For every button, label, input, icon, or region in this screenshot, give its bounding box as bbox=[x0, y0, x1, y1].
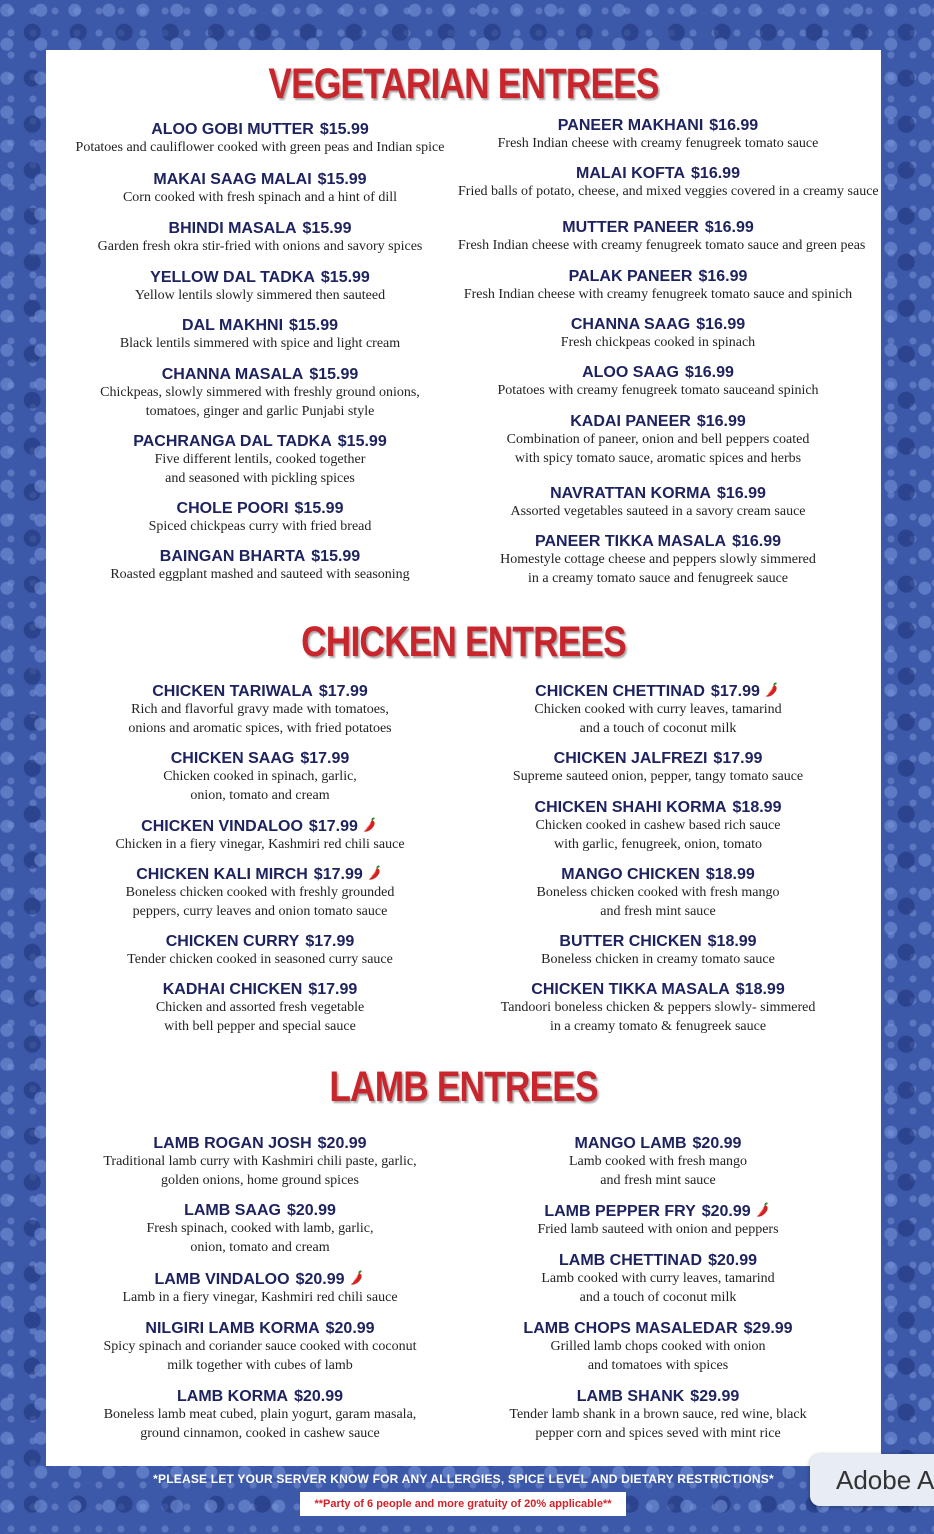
menu-item-title bbox=[60, 682, 460, 701]
section-title-vegetarian: VEGETARIAN ENTREES bbox=[268, 60, 659, 108]
menu-item bbox=[458, 749, 858, 787]
menu-item bbox=[60, 864, 460, 921]
menu-item-price: $20.99 bbox=[295, 1271, 345, 1288]
menu-item bbox=[60, 547, 460, 585]
menu-item-description: Fresh Indian cheese with creamy fenugreek tomato sauce and green peas bbox=[458, 238, 866, 253]
menu-item-name: BUTTER CHICKEN bbox=[559, 933, 702, 950]
menu-item-title bbox=[60, 1269, 460, 1289]
menu-item-title bbox=[458, 1387, 858, 1406]
menu-item bbox=[458, 412, 858, 468]
menu-item-name: CHICKEN JALFREZI bbox=[553, 750, 708, 767]
menu-item-price: $15.99 bbox=[311, 548, 361, 565]
menu-item-description: in a creamy tomato & fenugreek sauce bbox=[549, 1018, 767, 1034]
menu-item-name: CHICKEN CHETTINAD bbox=[535, 683, 705, 700]
menu-item bbox=[60, 120, 460, 158]
menu-item bbox=[458, 363, 858, 401]
menu-item-price: $20.99 bbox=[317, 1135, 367, 1152]
menu-item bbox=[60, 499, 460, 537]
menu-item-title bbox=[458, 412, 858, 431]
menu-item bbox=[458, 532, 858, 588]
menu-item-price: $17.99 bbox=[308, 818, 358, 835]
menu-item-description: golden onions, home ground spices bbox=[161, 1172, 359, 1188]
menu-item-name: MANGO LAMB bbox=[574, 1135, 687, 1152]
chili-pepper-icon bbox=[348, 1269, 366, 1287]
menu-item-title bbox=[458, 1251, 858, 1270]
menu-item-price: $17.99 bbox=[308, 981, 358, 998]
menu-item-title bbox=[458, 1201, 858, 1221]
menu-item-description: Spiced chickpeas curry with fried bread bbox=[148, 519, 372, 534]
menu-item bbox=[60, 268, 460, 306]
menu-item-description: Fresh chickpeas cooked in spinach bbox=[560, 335, 756, 350]
menu-item-description: with spicy tomato sauce, aromatic spices and herbs bbox=[514, 450, 802, 466]
menu-item bbox=[60, 219, 460, 257]
menu-item-price: $20.99 bbox=[294, 1388, 344, 1405]
menu-item-title bbox=[458, 484, 858, 503]
menu-item-description: and a touch of coconut milk bbox=[579, 720, 737, 736]
menu-item-title bbox=[458, 1134, 858, 1153]
menu-item-description: onions and aromatic spices, with fried potatoes bbox=[128, 720, 392, 736]
menu-item-description: Assorted vegetables sauteed in a savory cream sauce bbox=[510, 504, 806, 519]
menu-item-description: peppers, curry leaves and onion tomato sauce bbox=[132, 903, 388, 919]
menu-item-title bbox=[458, 532, 858, 551]
menu-item-description: Black lentils simmered with spice and light cream bbox=[119, 336, 401, 351]
menu-item-description: Lamb in a fiery vinegar, Kashmiri red chili sauce bbox=[122, 1290, 398, 1305]
menu-item-price: $16.99 bbox=[684, 364, 734, 381]
menu-item-price: $16.99 bbox=[691, 165, 740, 182]
adobe-button[interactable]: Adobe A bbox=[810, 1454, 934, 1506]
menu-item bbox=[458, 267, 858, 305]
menu-item-description: Boneless chicken cooked with fresh mango bbox=[536, 885, 780, 900]
menu-page bbox=[46, 50, 881, 1466]
menu-item-name: LAMB CHETTINAD bbox=[558, 1252, 703, 1269]
menu-item-description: Tandoori boneless chicken & peppers slowly- simmered bbox=[500, 1000, 816, 1015]
menu-item-title bbox=[60, 547, 460, 566]
menu-item-title bbox=[60, 1319, 460, 1338]
menu-item-description: with bell pepper and special sauce bbox=[164, 1018, 356, 1034]
menu-item-title bbox=[60, 268, 460, 287]
menu-item bbox=[60, 316, 460, 354]
menu-item-title bbox=[458, 865, 858, 884]
menu-item-description: Lamb cooked with curry leaves, tamarind bbox=[541, 1271, 775, 1286]
menu-item-price: $16.99 bbox=[698, 268, 748, 285]
menu-item-price: $17.99 bbox=[305, 933, 355, 950]
menu-item-price: $20.99 bbox=[708, 1252, 758, 1269]
menu-item-description: Boneless chicken cooked with freshly grounded bbox=[125, 885, 395, 900]
menu-item-name: PANEER MAKHANI bbox=[557, 117, 704, 134]
menu-item bbox=[458, 1387, 858, 1443]
menu-item-price: $16.99 bbox=[709, 117, 759, 134]
menu-item-description: Chickpeas, slowly simmered with freshly ground onions, bbox=[100, 385, 420, 400]
menu-item bbox=[458, 798, 858, 854]
menu-item-price: $16.99 bbox=[696, 316, 746, 333]
menu-item-description: Boneless lamb meat cubed, plain yogurt, garam masala, bbox=[103, 1407, 417, 1422]
menu-item bbox=[60, 932, 460, 970]
menu-item bbox=[458, 315, 858, 353]
menu-item-name: CHICKEN TARIWALA bbox=[152, 683, 313, 700]
menu-item-title bbox=[60, 980, 460, 999]
menu-item bbox=[458, 1319, 858, 1375]
menu-item-title bbox=[60, 432, 460, 451]
menu-item-name: NAVRATTAN KORMA bbox=[550, 485, 711, 502]
menu-item-title bbox=[458, 681, 858, 701]
menu-item bbox=[458, 1251, 858, 1307]
menu-item-name: DAL MAKHNI bbox=[182, 317, 284, 334]
gratuity-note: **Party of 6 people and more gratuity of 20% applicable** bbox=[300, 1492, 626, 1516]
menu-item-description: and fresh mint sauce bbox=[600, 1172, 716, 1188]
menu-item bbox=[60, 170, 460, 208]
menu-item-description: onion, tomato and cream bbox=[190, 1239, 330, 1255]
menu-item-title bbox=[458, 798, 858, 817]
chili-pepper-icon bbox=[763, 681, 781, 699]
menu-item-price: $29.99 bbox=[690, 1388, 740, 1405]
menu-item-description: Chicken in a fiery vinegar, Kashmiri red chili sauce bbox=[115, 837, 405, 852]
menu-item bbox=[458, 865, 858, 921]
menu-item-price: $16.99 bbox=[732, 533, 782, 550]
menu-item bbox=[60, 980, 460, 1036]
menu-item bbox=[458, 484, 858, 522]
menu-item-title bbox=[60, 816, 460, 836]
menu-item-name: LAMB PEPPER FRY bbox=[544, 1203, 696, 1220]
menu-item-title bbox=[60, 932, 460, 951]
menu-item-price: $20.99 bbox=[286, 1202, 336, 1219]
menu-item-name: LAMB SAAG bbox=[184, 1202, 281, 1219]
menu-item-name: PACHRANGA DAL TADKA bbox=[133, 433, 332, 450]
menu-item-name: LAMB SHANK bbox=[576, 1388, 685, 1405]
menu-item-name: LAMB KORMA bbox=[176, 1388, 289, 1405]
chili-pepper-icon bbox=[361, 816, 379, 834]
menu-item-name: PALAK PANEER bbox=[568, 268, 693, 285]
menu-item-title bbox=[458, 363, 858, 382]
menu-item-description: Fresh spinach, cooked with lamb, garlic, bbox=[146, 1221, 374, 1236]
menu-item-description: milk together with cubes of lamb bbox=[167, 1357, 353, 1373]
menu-item-price: $15.99 bbox=[317, 171, 367, 188]
menu-item-description: Supreme sauteed onion, pepper, tangy tomato sauce bbox=[512, 769, 804, 784]
menu-item-title bbox=[458, 315, 858, 334]
menu-item-title bbox=[458, 116, 858, 135]
menu-item bbox=[60, 1269, 460, 1308]
menu-item-name: CHICKEN SAAG bbox=[170, 750, 295, 767]
menu-item-title bbox=[60, 1201, 460, 1220]
menu-item bbox=[60, 1387, 460, 1443]
menu-item-description: Garden fresh okra stir-fried with onions and savory spices bbox=[97, 239, 423, 254]
menu-item-title bbox=[60, 365, 460, 384]
menu-item bbox=[458, 1201, 858, 1240]
menu-item-description: Potatoes and cauliflower cooked with green peas and Indian spice bbox=[75, 140, 445, 155]
menu-item-name: CHANNA SAAG bbox=[570, 316, 691, 333]
menu-item-name: CHICKEN CURRY bbox=[165, 933, 300, 950]
menu-item-description: Boneless chicken in creamy tomato sauce bbox=[541, 952, 775, 967]
menu-item-description: Fried balls of potato, cheese, and mixed veggies covered in a creamy sauce bbox=[458, 184, 879, 199]
section-title-lamb: LAMB ENTREES bbox=[329, 1063, 598, 1111]
menu-item-description: Grilled lamb chops cooked with onion bbox=[550, 1339, 766, 1354]
menu-item-title bbox=[60, 170, 460, 189]
menu-item-name: LAMB CHOPS MASALEDAR bbox=[523, 1320, 738, 1337]
menu-item-price: $16.99 bbox=[696, 413, 746, 430]
menu-item-description: Rich and flavorful gravy made with tomatoes, bbox=[131, 702, 389, 717]
menu-item-description: and seasoned with pickling spices bbox=[165, 470, 355, 486]
menu-item-price: $15.99 bbox=[337, 433, 387, 450]
menu-item-description: with garlic, fenugreek, onion, tomato bbox=[554, 836, 762, 852]
menu-item-price: $18.99 bbox=[735, 981, 785, 998]
menu-item-price: $18.99 bbox=[707, 933, 757, 950]
menu-item-title bbox=[60, 1387, 460, 1406]
menu-item-title bbox=[60, 316, 460, 335]
menu-item-price: $29.99 bbox=[743, 1320, 793, 1337]
menu-item bbox=[458, 164, 879, 202]
menu-item-name: CHICKEN VINDALOO bbox=[141, 818, 303, 835]
menu-item-name: YELLOW DAL TADKA bbox=[150, 269, 315, 286]
menu-item-price: $17.99 bbox=[710, 683, 760, 700]
menu-item-price: $15.99 bbox=[319, 121, 369, 138]
menu-item-description: and a touch of coconut milk bbox=[579, 1289, 737, 1305]
menu-item bbox=[60, 365, 460, 421]
menu-item-title bbox=[60, 1134, 460, 1153]
menu-item-description: pepper corn and spices seved with mint rice bbox=[535, 1425, 781, 1441]
allergy-note: *PLEASE LET YOUR SERVER KNOW FOR ANY ALLERGIES, SPICE LEVEL AND DIETARY RESTRICTIONS* bbox=[153, 1472, 774, 1486]
menu-item-description: Chicken cooked with curry leaves, tamarind bbox=[534, 702, 782, 717]
menu-item-description: Homestyle cottage cheese and peppers slowly simmered bbox=[500, 552, 816, 567]
menu-item-name: CHICKEN KALI MIRCH bbox=[136, 866, 308, 883]
menu-item-price: $20.99 bbox=[692, 1135, 742, 1152]
menu-item-description: Yellow lentils slowly simmered then sauteed bbox=[134, 288, 386, 303]
menu-item-title bbox=[458, 267, 858, 286]
menu-item-price: $20.99 bbox=[325, 1320, 375, 1337]
menu-item-description: Lamb cooked with fresh mango bbox=[568, 1154, 748, 1169]
menu-item-description: Five different lentils, cooked together bbox=[154, 452, 366, 467]
section-title-chicken: CHICKEN ENTREES bbox=[301, 618, 626, 666]
chili-pepper-icon bbox=[366, 864, 384, 882]
menu-item-title bbox=[458, 1319, 858, 1338]
menu-item-price: $20.99 bbox=[701, 1203, 751, 1220]
menu-item-price: $15.99 bbox=[320, 269, 370, 286]
menu-item-description: ground cinnamon, cooked in cashew sauce bbox=[140, 1425, 380, 1441]
menu-item bbox=[458, 980, 858, 1036]
menu-item-price: $15.99 bbox=[302, 220, 352, 237]
menu-item bbox=[458, 681, 858, 738]
menu-item-title bbox=[458, 164, 858, 183]
menu-item-price: $17.99 bbox=[318, 683, 368, 700]
menu-item-name: BAINGAN BHARTA bbox=[159, 548, 306, 565]
menu-item bbox=[60, 749, 460, 805]
menu-item-price: $18.99 bbox=[705, 866, 755, 883]
menu-item-title bbox=[458, 980, 858, 999]
menu-item-description: in a creamy tomato sauce and fenugreek sauce bbox=[527, 570, 789, 586]
menu-item-title bbox=[60, 864, 460, 884]
menu-item-name: MALAI KOFTA bbox=[576, 165, 686, 182]
menu-item-description: Roasted eggplant mashed and sauteed with seasoning bbox=[110, 567, 410, 582]
menu-item-price: $17.99 bbox=[300, 750, 350, 767]
menu-item-description: Combination of paneer, onion and bell peppers coated bbox=[506, 432, 810, 447]
menu-item-name: CHICKEN TIKKA MASALA bbox=[531, 981, 730, 998]
menu-item bbox=[458, 1134, 858, 1190]
menu-item-description: Corn cooked with fresh spinach and a hint of dill bbox=[122, 190, 398, 205]
menu-item-description: Chicken cooked in cashew based rich sauce bbox=[535, 818, 781, 833]
menu-item-name: KADAI PANEER bbox=[570, 413, 691, 430]
menu-item bbox=[60, 432, 460, 488]
menu-item-name: PANEER TIKKA MASALA bbox=[534, 533, 727, 550]
menu-item-title bbox=[60, 749, 460, 768]
menu-item-description: Potatoes with creamy fenugreek tomato sauceand spinich bbox=[497, 383, 819, 398]
menu-item-name: BHINDI MASALA bbox=[168, 220, 297, 237]
menu-item-price: $17.99 bbox=[713, 750, 763, 767]
menu-item-title bbox=[60, 499, 460, 518]
menu-item bbox=[60, 816, 460, 855]
menu-item-description: Traditional lamb curry with Kashmiri chili paste, garlic, bbox=[103, 1154, 417, 1169]
menu-item-name: CHANNA MASALA bbox=[161, 366, 304, 383]
menu-item-title bbox=[458, 218, 858, 237]
menu-item-name: MUTTER PANEER bbox=[562, 219, 699, 236]
menu-item-description: onion, tomato and cream bbox=[190, 787, 330, 803]
menu-item-description: Chicken and assorted fresh vegetable bbox=[155, 1000, 365, 1015]
chili-pepper-icon bbox=[754, 1201, 772, 1219]
menu-item-price: $15.99 bbox=[309, 366, 359, 383]
menu-item bbox=[458, 116, 858, 154]
menu-item-description: tomatoes, ginger and garlic Punjabi style bbox=[145, 403, 375, 419]
menu-item-description: Fresh Indian cheese with creamy fenugreek tomato sauce bbox=[497, 136, 819, 151]
menu-item-price: $16.99 bbox=[716, 485, 766, 502]
menu-item bbox=[60, 1201, 460, 1257]
menu-item-price: $15.99 bbox=[289, 317, 338, 334]
menu-item-name: NILGIRI LAMB KORMA bbox=[145, 1320, 320, 1337]
menu-item-description: and tomatoes with spices bbox=[587, 1357, 729, 1373]
menu-item-price: $17.99 bbox=[313, 866, 363, 883]
menu-item-title bbox=[458, 932, 858, 951]
menu-item-name: LAMB VINDALOO bbox=[154, 1271, 290, 1288]
menu-item bbox=[60, 1319, 460, 1375]
menu-item-name: KADHAI CHICKEN bbox=[162, 981, 303, 998]
menu-item-description: Fresh Indian cheese with creamy fenugreek tomato sauce and spinich bbox=[463, 287, 853, 302]
menu-item-name: LAMB ROGAN JOSH bbox=[153, 1135, 312, 1152]
menu-item-name: MANGO CHICKEN bbox=[561, 866, 700, 883]
menu-item bbox=[458, 218, 866, 256]
menu-item-price: $15.99 bbox=[294, 500, 344, 517]
menu-item bbox=[60, 1134, 460, 1190]
menu-item-price: $18.99 bbox=[732, 799, 782, 816]
menu-item-name: CHOLE POORI bbox=[176, 500, 289, 517]
menu-item-name: ALOO GOBI MUTTER bbox=[151, 121, 314, 138]
menu-item-description: Chicken cooked in spinach, garlic, bbox=[163, 769, 357, 784]
menu-item-description: Tender lamb shank in a brown sauce, red wine, black bbox=[509, 1407, 807, 1422]
menu-item-name: MAKAI SAAG MALAI bbox=[153, 171, 312, 188]
menu-item-title bbox=[458, 749, 858, 768]
menu-item bbox=[60, 682, 460, 738]
menu-item-description: Fried lamb sauteed with onion and peppers bbox=[537, 1222, 779, 1237]
menu-item-title bbox=[60, 120, 460, 139]
menu-item-name: ALOO SAAG bbox=[582, 364, 679, 381]
menu-item-description: and fresh mint sauce bbox=[600, 903, 716, 919]
menu-item-title bbox=[60, 219, 460, 238]
menu-item-name: CHICKEN SHAHI KORMA bbox=[534, 799, 727, 816]
menu-item-description: Tender chicken cooked in seasoned curry sauce bbox=[127, 952, 393, 967]
menu-item-description: Spicy spinach and coriander sauce cooked with coconut bbox=[103, 1339, 417, 1354]
menu-item-price: $16.99 bbox=[704, 219, 754, 236]
menu-item bbox=[458, 932, 858, 970]
